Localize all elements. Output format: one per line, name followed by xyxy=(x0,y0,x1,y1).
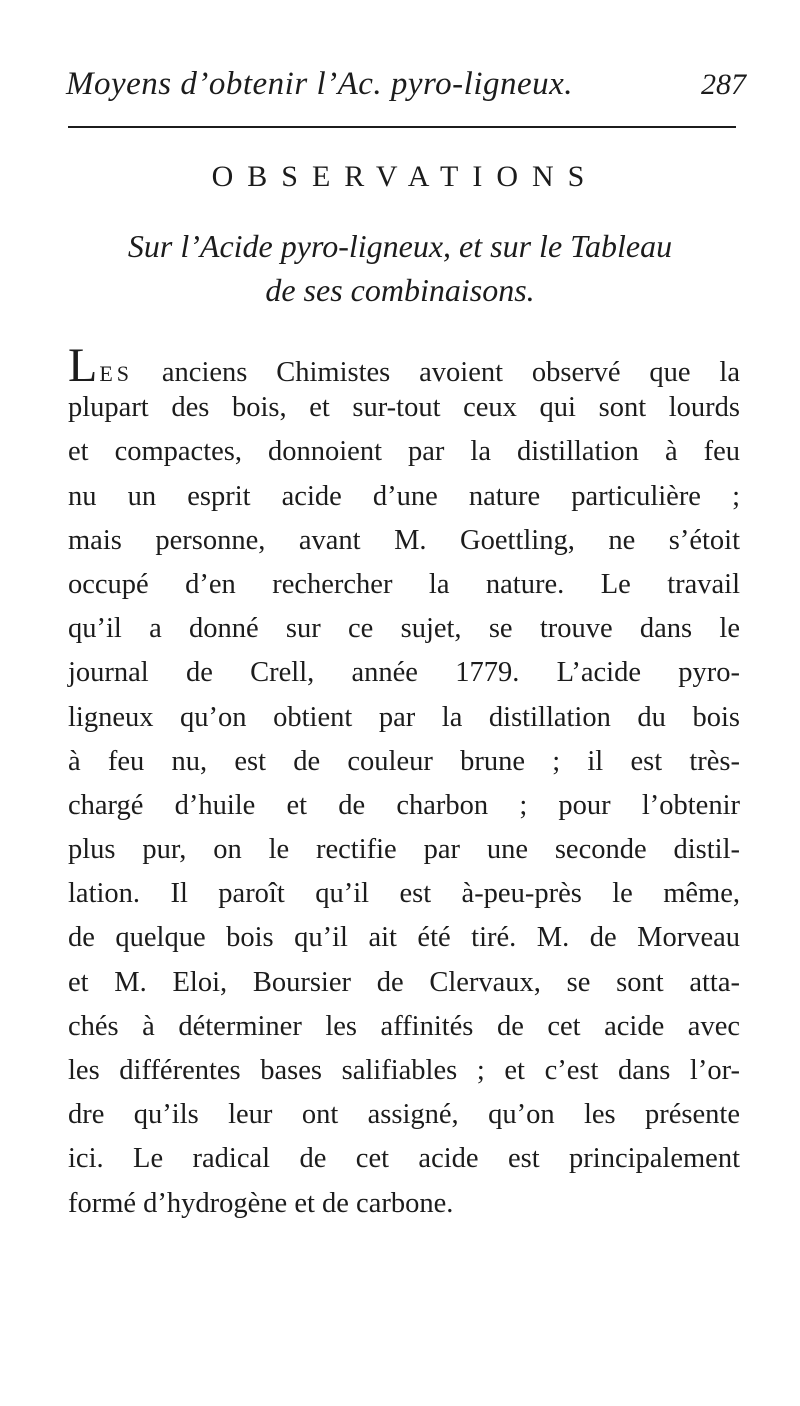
paragraph-line: plupart des bois, et sur-tout ceux qui sont lourds xyxy=(68,392,740,424)
paragraph-line: occupé d’en rechercher la nature. Le travail xyxy=(68,568,740,600)
initial-letter: L xyxy=(68,339,100,392)
initial-smallcaps: ES xyxy=(99,361,134,386)
subtitle-line-1: Sur l’Acide pyro-ligneux, et sur le Tableau xyxy=(127,228,673,264)
paragraph-line: et M. Eloi, Boursier de Clervaux, se sont atta- xyxy=(68,966,740,998)
paragraph-line: qu’il a donné sur ce sujet, se trouve dans le xyxy=(68,613,740,645)
page-number: 287 xyxy=(701,68,746,101)
paragraph-line: dre qu’ils leur ont assigné, qu’on les présente xyxy=(68,1099,740,1131)
section-heading: OBSERVATIONS xyxy=(211,160,599,193)
paragraph-line: ligneux qu’on obtient par la distillation du bois xyxy=(68,701,740,733)
paragraph-line: ici. Le radical de cet acide est principalement xyxy=(68,1143,740,1175)
paragraph-line: de quelque bois qu’il ait été tiré. M. de Morveau xyxy=(68,922,740,954)
paragraph-line: chés à déterminer les affinités de cet acide avec xyxy=(68,1010,740,1042)
paragraph-line: et compactes, donnoient par la distillation à feu xyxy=(68,436,740,468)
paragraph-line-1-text: anciens Chimistes avoient observé que la xyxy=(133,357,740,388)
paragraph-line: plus pur, on le rectifie par une seconde distil- xyxy=(68,834,740,866)
paragraph-line: les différentes bases salifiables ; et c’est dans l’or- xyxy=(68,1055,740,1086)
running-head xyxy=(66,66,746,116)
paragraph-line: lation. Il paroît qu’il est à-peu-près le même, xyxy=(68,878,740,910)
body-paragraph xyxy=(68,339,740,1226)
paragraph-line-1 xyxy=(68,339,740,392)
subtitle-line-2: de ses combinaisons. xyxy=(265,272,535,308)
paragraph-line: mais personne, avant M. Goettling, ne s’étoit xyxy=(68,524,740,556)
header-rule xyxy=(68,126,736,128)
paragraph-line: nu un esprit acide d’une nature particulière ; xyxy=(68,480,740,512)
running-title: Moyens d’obtenir l’Ac. pyro-ligneux. xyxy=(66,66,574,102)
paragraph-line: chargé d’huile et de charbon ; pour l’obtenir xyxy=(68,789,740,821)
paragraph-line: à feu nu, est de couleur brune ; il est très- xyxy=(68,745,740,777)
paragraph-line-last: formé d’hydrogène et de carbone. xyxy=(68,1187,454,1219)
paragraph-line: journal de Crell, année 1779. L’acide pyro- xyxy=(68,657,740,689)
